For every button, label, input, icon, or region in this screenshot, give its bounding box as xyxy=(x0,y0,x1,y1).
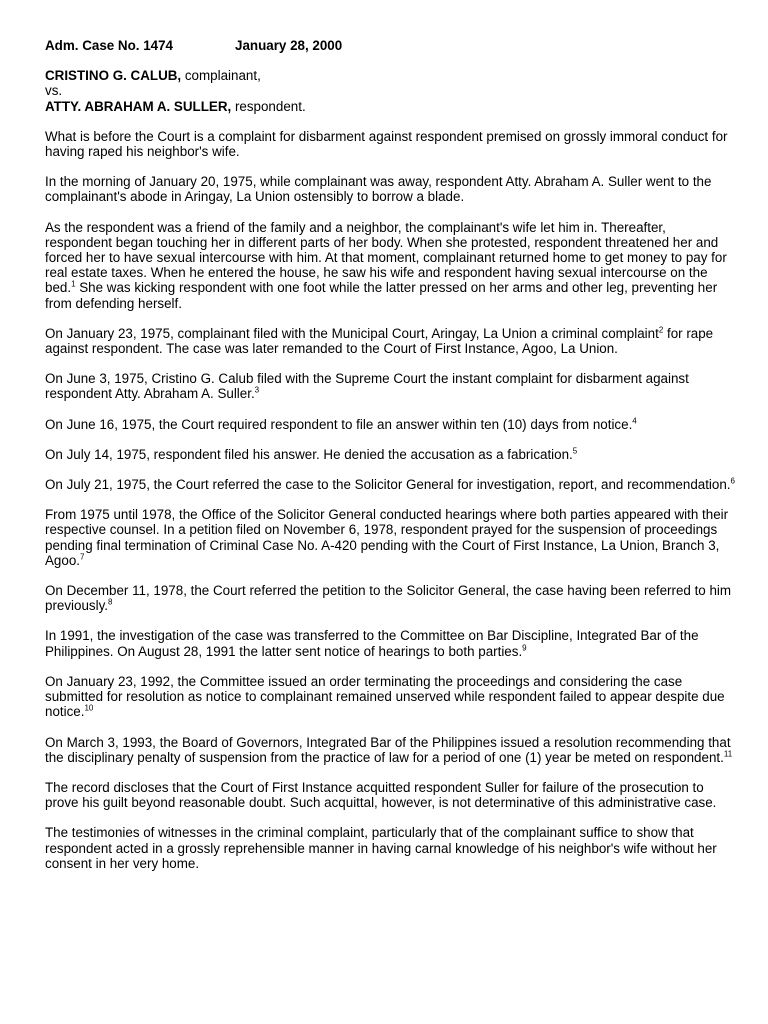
body-paragraph xyxy=(45,447,735,462)
paragraph-text: In 1991, the investigation of the case was transferred to the Committee on Bar Discipline, Integrated Bar of the Philippines. On August 28, 1991 the latter sent notice of hearings to both parties. xyxy=(45,628,699,659)
complainant-name: CRISTINO G. CALUB, xyxy=(45,68,182,84)
case-number: Adm. Case No. 1474 xyxy=(45,38,174,53)
paragraph-text: In the morning of January 20, 1975, while complainant was away, respondent Atty. Abraham A. Suller went to the complainant's abode in Aringay, La Union ostensibly to borrow a blade. xyxy=(45,174,712,205)
case-date: January 28, 2000 xyxy=(235,38,343,53)
body-paragraph xyxy=(45,780,735,810)
paragraph-text: On July 14, 1975, respondent filed his answer. He denied the accusation as a fabrication. xyxy=(45,446,573,462)
paragraph-text-continued: for rape against respondent. The case was later remanded to the Court of First Instance, Agoo, La Union. xyxy=(45,325,714,357)
footnote-marker: 11 xyxy=(723,749,733,759)
footnote-marker: 4 xyxy=(632,416,637,426)
body-paragraph xyxy=(45,371,735,401)
body-paragraph xyxy=(45,417,735,432)
footnote-marker: 10 xyxy=(84,703,94,713)
paragraph-text: On June 16, 1975, the Court required respondent to file an answer within ten (10) days from notice. xyxy=(45,416,633,432)
paragraph-text: The testimonies of witnesses in the criminal complaint, particularly that of the complainant suffice to show that respondent acted in a grossly reprehensible manner in having carnal knowledge of his neighbor's wife without her consent in her very home. xyxy=(45,825,717,871)
body-paragraph xyxy=(45,220,735,311)
footnote-marker: 3 xyxy=(254,385,260,395)
body-paragraph xyxy=(45,507,735,568)
body-paragraph xyxy=(45,628,735,658)
paragraph-text: As the respondent was a friend of the family and a neighbor, the complainant's wife let him in. Thereafter, respondent began touching her in different parts of her body. When she protested, respondent threatened her and forced her to have sexual intercourse with him. At that moment, complainant returned home to get money to pay for real estate taxes. When he entered the house, he saw his wife and respondent having sexual intercourse on the bed. xyxy=(45,219,727,296)
body-paragraph xyxy=(45,825,735,871)
paragraph-text: What is before the Court is a complaint for disbarment against respondent premised on grossly immoral conduct for having raped his neighbor's wife. xyxy=(45,128,728,160)
body-paragraph xyxy=(45,129,735,159)
footnote-marker: 7 xyxy=(80,552,85,562)
paragraph-text: On December 11, 1978, the Court referred the petition to the Solicitor General, the case having been referred to him previously. xyxy=(45,583,732,614)
document-page xyxy=(45,38,735,886)
respondent-name: ATTY. ABRAHAM A. SULLER, xyxy=(45,98,232,114)
decision-body xyxy=(45,129,735,871)
footnote-marker: 6 xyxy=(730,476,735,486)
respondent-role: respondent. xyxy=(231,98,306,114)
case-header xyxy=(45,38,735,53)
paragraph-text: On July 21, 1975, the Court referred the case to the Solicitor General for investigation, report, and recommendation. xyxy=(45,477,731,493)
respondent-line xyxy=(45,99,735,114)
footnote-marker: 5 xyxy=(572,446,578,456)
body-paragraph xyxy=(45,583,735,613)
case-parties xyxy=(45,68,735,114)
footnote-marker: 9 xyxy=(522,643,527,653)
paragraph-text: On June 3, 1975, Cristino G. Calub filed with the Supreme Court the instant complaint for disbarment against respondent Atty. Abraham A. Suller. xyxy=(45,371,689,402)
footnote-marker: 1 xyxy=(71,279,76,289)
versus-label: vs. xyxy=(45,83,63,99)
paragraph-text: On March 3, 1993, the Board of Governors, Integrated Bar of the Philippines issued a resolution recommending that the disciplinary penalty of suspension from the practice of law for a period of one (1) year be meted on respondent. xyxy=(45,734,731,765)
footnote-marker: 8 xyxy=(108,597,113,607)
paragraph-text-continued: She was kicking respondent with one foot while the latter pressed on her arms and other leg, preventing her from defending herself. xyxy=(45,280,718,311)
paragraph-text: From 1975 until 1978, the Office of the Solicitor General conducted hearings where both parties appeared with their respective counsel. In a petition filed on November 6, 1978, respondent prayed for the suspension of proceedings pending final termination of Criminal Case No. A-420 pending with the Court of First Instance, La Union, Branch 3, Agoo. xyxy=(45,507,729,568)
paragraph-text: On January 23, 1992, the Committee issued an order terminating the proceedings and considering the case submitted for resolution as notice to complainant remained unserved while respondent failed to appear despite due notice. xyxy=(45,673,725,720)
body-paragraph xyxy=(45,477,735,492)
footnote-marker: 2 xyxy=(658,325,664,335)
complainant-role: complainant, xyxy=(181,68,261,84)
complainant-line xyxy=(45,68,735,83)
body-paragraph xyxy=(45,674,735,720)
paragraph-text: On January 23, 1975, complainant filed with the Municipal Court, Aringay, La Union a criminal complaint xyxy=(45,325,659,341)
body-paragraph xyxy=(45,326,735,356)
body-paragraph xyxy=(45,174,735,204)
paragraph-text: The record discloses that the Court of First Instance acquitted respondent Suller for failure of the prosecution to prove his guilt beyond reasonable doubt. Such acquittal, however, is not determinative of this administrative case. xyxy=(45,779,717,811)
body-paragraph xyxy=(45,735,735,765)
